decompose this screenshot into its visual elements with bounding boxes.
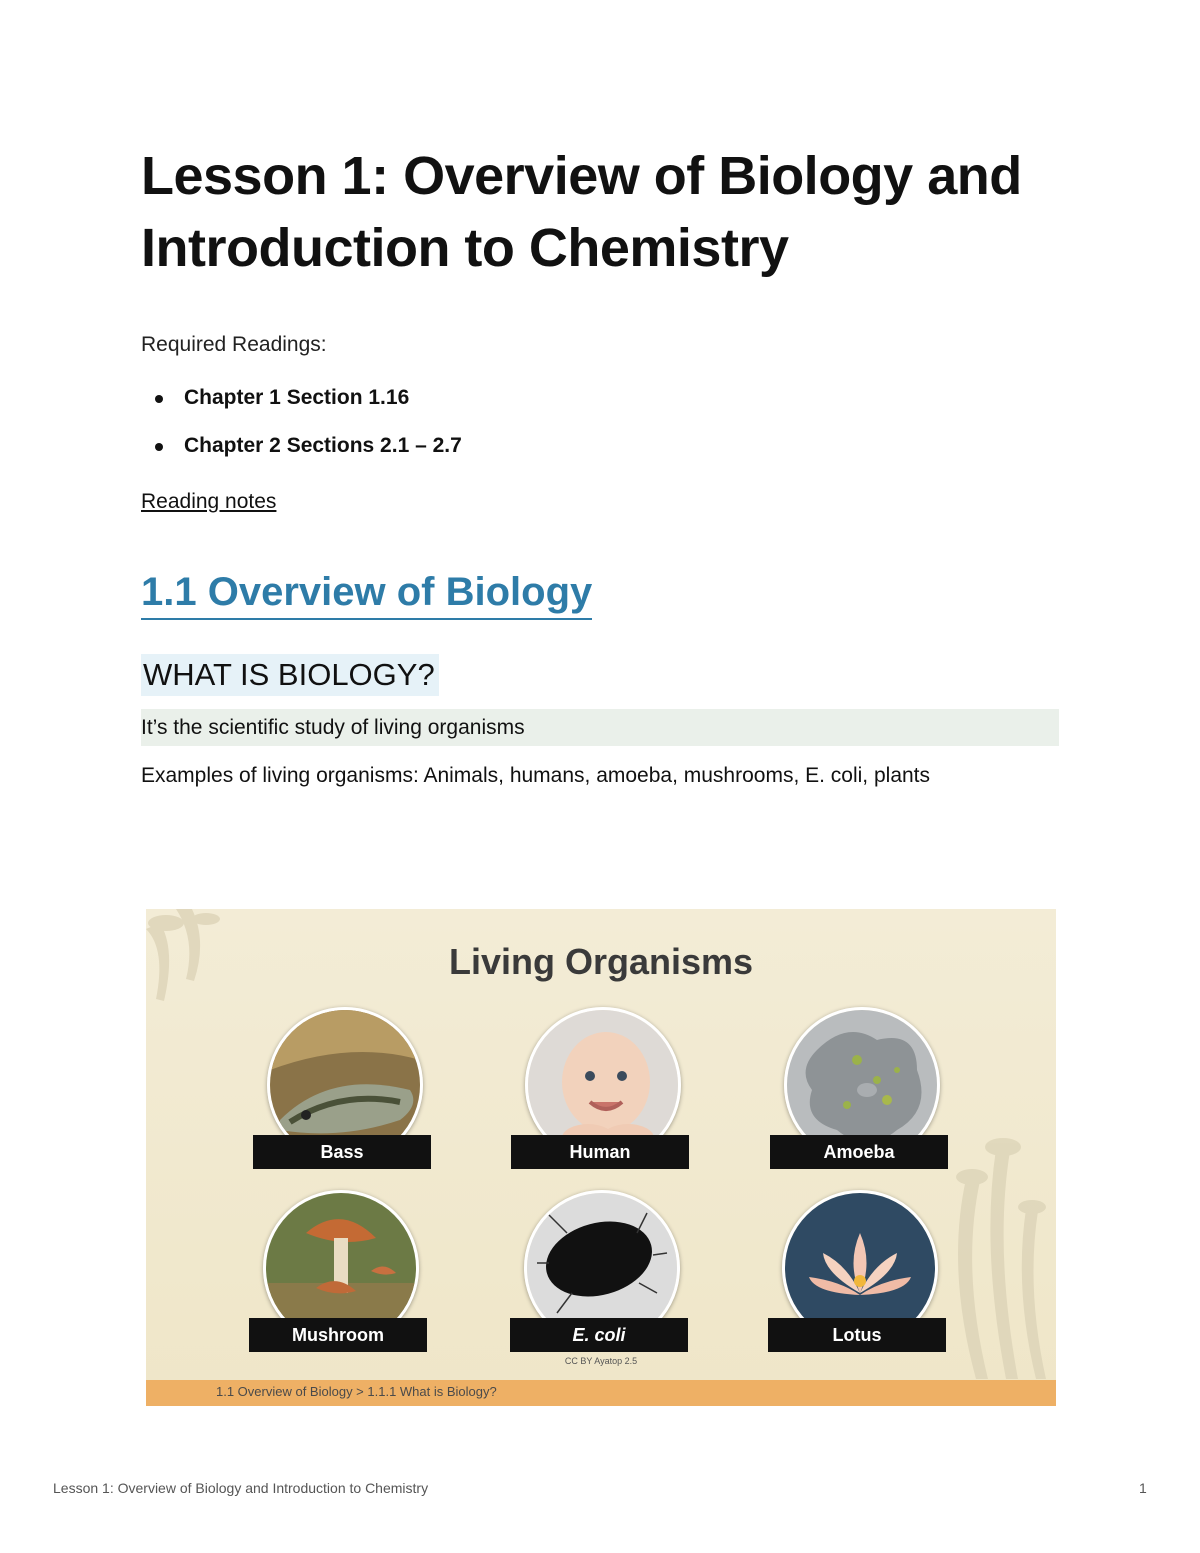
organism-label: Lotus bbox=[768, 1318, 946, 1352]
organism-card-amoeba bbox=[770, 1007, 950, 1177]
section-heading[interactable]: 1.1 Overview of Biology bbox=[141, 566, 592, 620]
bullet-icon bbox=[155, 443, 163, 451]
organism-label: Human bbox=[511, 1135, 689, 1169]
reading-item-text: Chapter 2 Sections 2.1 – 2.7 bbox=[184, 434, 462, 457]
required-readings-list bbox=[141, 380, 462, 476]
page-title: Lesson 1: Overview of Biology and Introduction to Chemistry bbox=[141, 146, 1022, 278]
reading-item bbox=[141, 428, 462, 476]
slide-title: Living Organisms bbox=[448, 941, 754, 982]
subheading: WHAT IS BIOLOGY? bbox=[141, 654, 439, 696]
slide-breadcrumb: 1.1 Overview of Biology > 1.1.1 What is Biology? bbox=[216, 1384, 497, 1399]
living-organisms-slide bbox=[146, 909, 1056, 1406]
bullet-icon bbox=[155, 395, 163, 403]
reading-notes-link[interactable]: Reading notes bbox=[141, 490, 277, 513]
definition-text: It’s the scientific study of living organisms bbox=[141, 709, 1059, 746]
required-readings-label: Required Readings: bbox=[141, 333, 327, 356]
reading-item bbox=[141, 380, 462, 428]
organism-card-human bbox=[511, 1007, 691, 1177]
page-number: 1 bbox=[1139, 1480, 1147, 1496]
organism-card-bass bbox=[253, 1007, 433, 1177]
organism-label: Amoeba bbox=[770, 1135, 948, 1169]
examples-text: Examples of living organisms: Animals, humans, amoeba, mushrooms, E. coli, plants bbox=[141, 764, 931, 787]
image-credit: CC BY Ayatop 2.5 bbox=[564, 1356, 638, 1366]
organism-card-lotus bbox=[768, 1190, 948, 1360]
organism-card-mushroom bbox=[249, 1190, 429, 1360]
footer-title: Lesson 1: Overview of Biology and Introduction to Chemistry bbox=[53, 1480, 429, 1496]
reading-item-text: Chapter 1 Section 1.16 bbox=[184, 386, 410, 409]
organism-label: Bass bbox=[253, 1135, 431, 1169]
organism-card-e-coli bbox=[510, 1190, 690, 1360]
organism-label: Mushroom bbox=[249, 1318, 427, 1352]
slide-footer-bar bbox=[146, 1380, 1056, 1406]
organism-label: E. coli bbox=[510, 1318, 688, 1352]
